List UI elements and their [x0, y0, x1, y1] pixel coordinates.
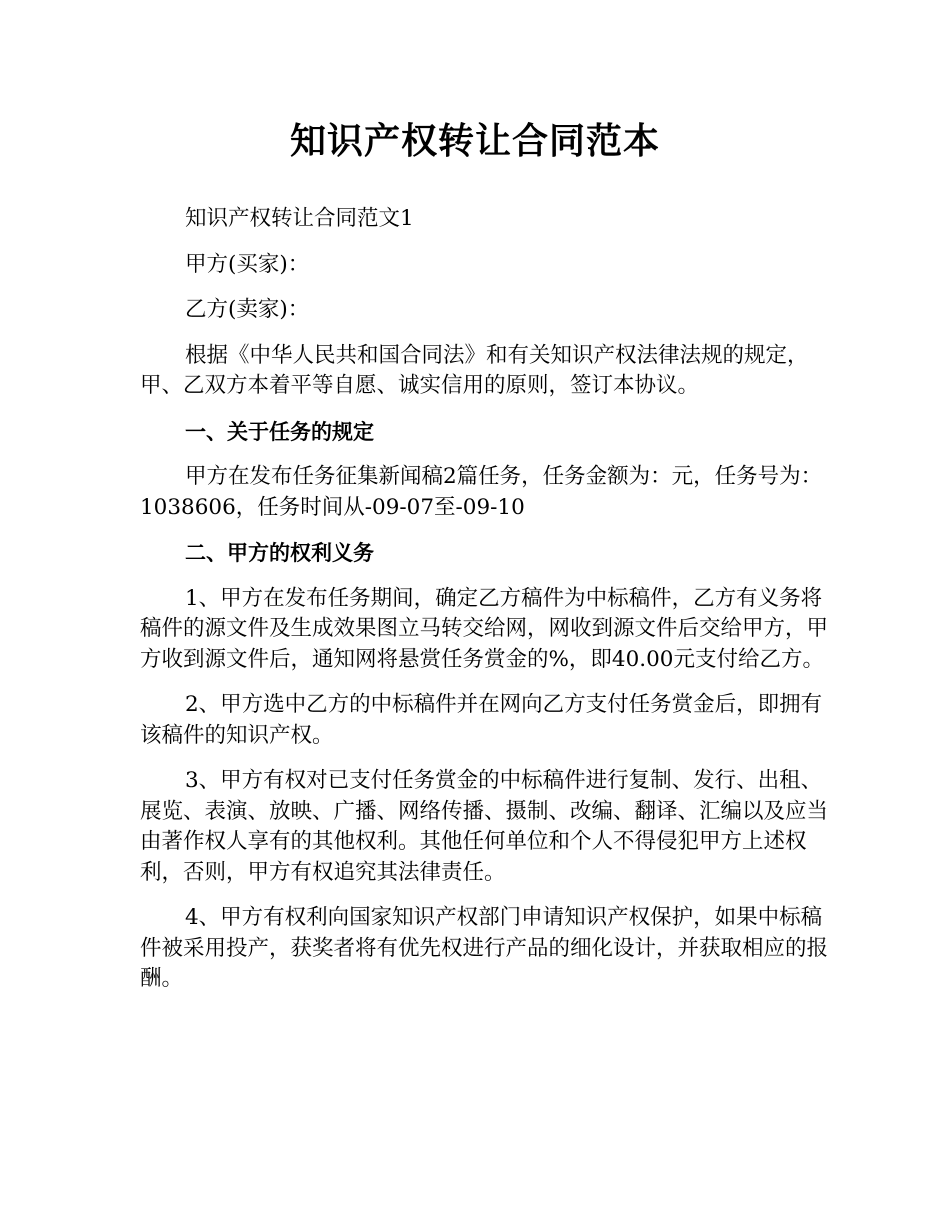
preamble-paragraph: 根据《中华人民共和国合同法》和有关知识产权法律法规的规定，甲、乙双方本着平等自愿、诚实信用的原则，签订本协议。 — [140, 342, 809, 398]
party-b-line: 乙方(卖家)： — [185, 297, 310, 322]
clause-3: 3、甲方有权对已支付任务赏金的中标稿件进行复制、发行、出租、展览、表演、放映、广播、网络传播、摄制、改编、翻译、汇编以及应当由著作权人享有的其他权利。其他任何单位和个人不得侵犯甲方上述权利，否则，甲方有权追究其法律责任。 — [140, 768, 829, 885]
doc-subtitle: 知识产权转让合同范文1 — [185, 206, 414, 231]
section-heading-2: 二、甲方的权利义务 — [185, 541, 374, 565]
party-a-line: 甲方(买家)： — [185, 251, 310, 277]
section-heading-1: 一、关于任务的规定 — [185, 419, 374, 444]
document-body — [140, 204, 828, 1010]
clause-4: 4、甲方有权利向国家知识产权部门申请知识产权保护，如果中标稿件被采用投产，获奖者将有优先权进行产品的细化设计，并获取相应的报酬。 — [140, 905, 829, 991]
clause-2: 2、甲方选中乙方的中标稿件并在网向乙方支付任务赏金后，即拥有该稿件的知识产权。 — [140, 692, 823, 748]
clause-1: 1、甲方在发布任务期间，确定乙方稿件为中标稿件，乙方有义务将稿件的源文件及生成效果图立马转交给网，网收到源文件后交给甲方，甲方收到源文件后，通知网将悬赏任务赏金的%，即40.00元支付给乙方。 — [140, 585, 829, 672]
document-title: 知识产权转让合同范本 — [289, 121, 660, 162]
task-paragraph: 甲方在发布任务征集新闻稿2篇任务，任务金额为：元，任务号为：1038606，任务时间从-09-07至-09-10 — [140, 464, 823, 520]
